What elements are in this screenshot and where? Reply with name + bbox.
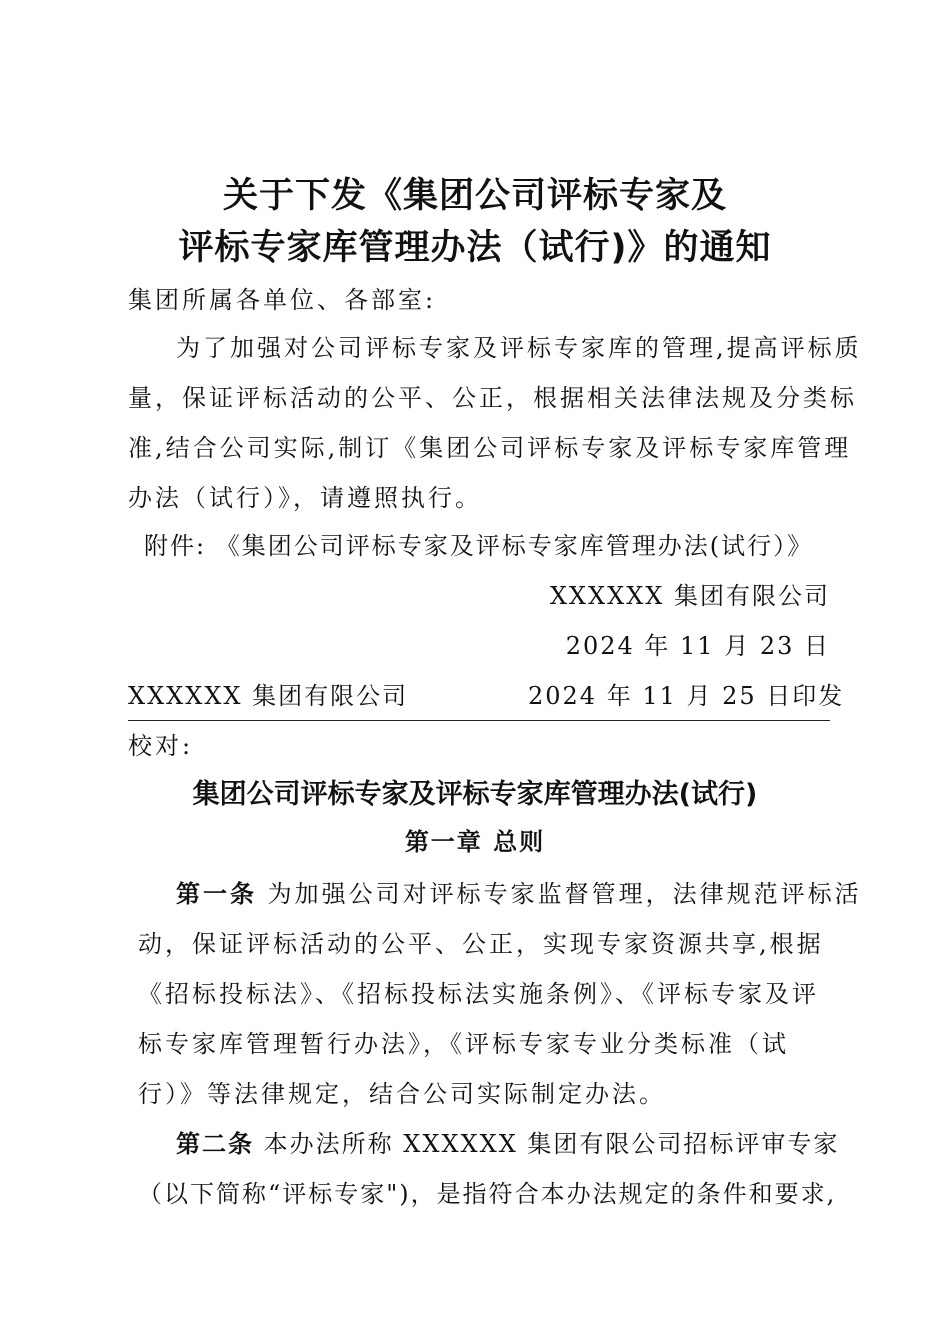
article-1-line: 行）》等法律规定，结合公司实际制定办法。	[138, 1080, 666, 1108]
article-1-line: 《招标投标法》、《招标投标法实施条例》、《评标专家及评	[138, 980, 819, 1008]
proofread-label: 校对:	[128, 732, 194, 760]
measures-title: 集团公司评标专家及评标专家库管理办法(试行)	[192, 779, 758, 810]
signature-date: 2024 年 11 月 23 日	[565, 632, 830, 660]
article-1-line: 动，保证评标活动的公平、公正，实现专家资源共享,根据	[138, 930, 824, 958]
article-2-line	[176, 1124, 839, 1159]
chapter-heading: 第一章 总则	[404, 828, 546, 856]
notice-paragraph-line: 办法（试行）》，请遵照执行。	[128, 484, 482, 512]
salutation: 集团所属各单位、各部室:	[128, 286, 437, 314]
issue-date: 2024 年 11 月 25 日印发	[528, 682, 845, 710]
article-1-label: 第一条	[176, 880, 257, 908]
article-2-line: （以下简称“评标专家")，是指符合本办法规定的条件和要求,	[138, 1180, 837, 1208]
signature-org: XXXXXX 集团有限公司	[549, 582, 830, 610]
issuer-org: XXXXXX 集团有限公司	[128, 682, 409, 710]
notice-title-line-1: 关于下发《集团公司评标专家及	[222, 176, 727, 216]
article-1-line: 标专家库管理暂行办法》，《评标专家专业分类标准（试	[138, 1030, 789, 1058]
notice-paragraph-line: 量，保证评标活动的公平、公正，根据相关法律法规及分类标	[128, 384, 857, 412]
notice-paragraph-line: 准,结合公司实际,制订《集团公司评标专家及评标专家库管理	[128, 434, 852, 462]
article-1-text: 为加强公司对评标专家监督管理，法律规范评标活	[267, 880, 862, 908]
article-2-text: 本办法所称 XXXXXX 集团有限公司招标评审专家	[263, 1130, 840, 1158]
notice-paragraph-line: 为了加强对公司评标专家及评标专家库的管理,提高评标质	[176, 334, 862, 362]
notice-title-line-2: 评标专家库管理办法（试行)》的通知	[178, 228, 772, 268]
article-2-label: 第二条	[176, 1130, 254, 1158]
article-1-line	[176, 874, 862, 909]
attachment-line: 附件: 《集团公司评标专家及评标专家库管理办法(试行）》	[144, 532, 814, 560]
divider-line	[128, 720, 830, 721]
